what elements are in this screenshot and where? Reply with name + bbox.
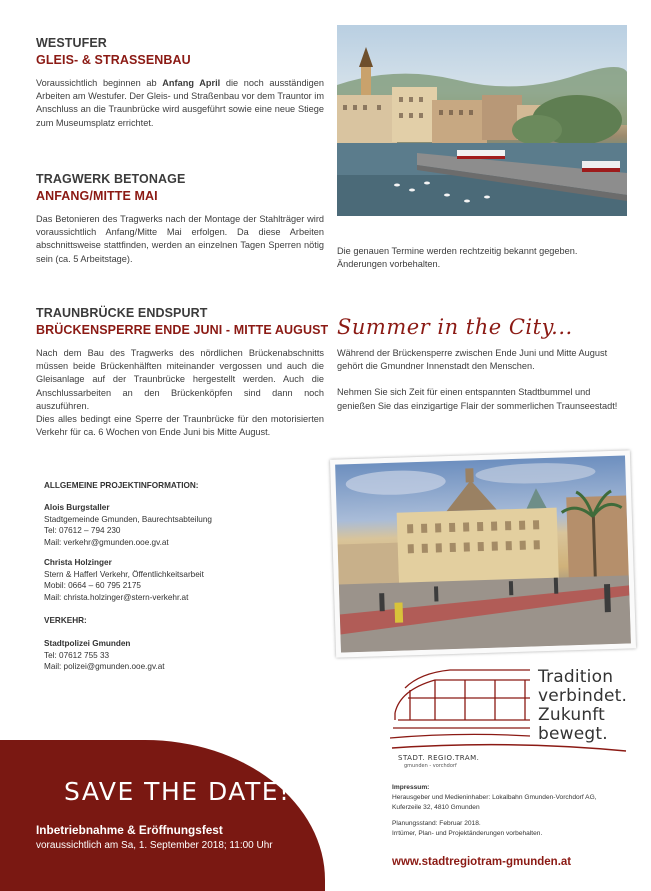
westufer-subheading: GLEIS- & STRASSENBAU	[36, 53, 191, 67]
impressum-line: Planungsstand: Februar 2018.	[392, 820, 481, 827]
police-phone: Tel: 07612 755 33	[44, 650, 110, 660]
traunbruecke-heading: TRAUNBRÜCKE ENDSPURT	[36, 306, 208, 320]
logo-slogan-line: Zukunft	[538, 705, 606, 725]
police-card	[44, 638, 314, 673]
tragwerk-heading: TRAGWERK BETONAGE	[36, 172, 186, 186]
contact-card	[44, 502, 314, 548]
summer-text-1: Während der Brückensperre zwischen Ende Juni und Mitte August gehört die Gmundner Innenstadt den Menschen.	[337, 348, 608, 372]
police-name: Stadtpolizei Gmunden	[44, 639, 131, 648]
tragwerk-text: Das Betonieren des Tragwerks nach der Montage der Stahlträger wird voraussichtlich Anfang/Mitte Mai erfolgen. Da diese Arbeiten abschnittsweise stattfinden, werden an einzelnen Tagen Sperren nötig sein (ca. 5 Arbeitstage).	[36, 214, 324, 264]
traunbruecke-subheading: BRÜCKENSPERRE ENDE JUNI - MITTE AUGUST	[36, 323, 329, 337]
traunbruecke-text	[36, 347, 324, 439]
summer-title: Summer in the City...	[337, 315, 573, 339]
project-info	[44, 480, 314, 673]
logo-slogan-line: bewegt.	[538, 724, 608, 744]
westufer-heading: WESTUFER	[36, 36, 107, 50]
logo-slogan	[538, 668, 627, 744]
stadtregiotram-logo	[390, 668, 630, 768]
impressum-heading: Impressum:	[392, 784, 430, 791]
contact-mail[interactable]: Mail: christa.holzinger@stern-verkehr.at	[44, 592, 189, 602]
traunbruecke-text-2: Dies alles bedingt eine Sperre der Traunbrücke für den motorisierten Verkehr für ca. 6 Wochen von Ende Juni bis Mitte August.	[36, 414, 324, 438]
verkehr-heading: VERKEHR:	[44, 616, 87, 625]
summer-text	[337, 347, 627, 413]
logo-brand-sub: gmunden - vorchdorf	[404, 763, 457, 769]
summer-text-2: Nehmen Sie sich Zeit für einen entspannten Stadtbummel und genießen Sie das einzigartige Flair der sommerlichen Traunseestadt!	[337, 387, 618, 411]
police-mail[interactable]: Mail: polizei@gmunden.ooe.gv.at	[44, 662, 165, 671]
contact-name: Christa Holzinger	[44, 558, 112, 567]
contact-card	[44, 557, 314, 603]
event-date: voraussichtlich am Sa, 1. September 2018; 11:00 Uhr	[36, 840, 273, 851]
tragwerk-subheading: ANFANG/MITTE MAI	[36, 189, 158, 203]
impressum-line: Herausgeber und Medieninhaber: Lokalbahn Gmunden-Vorchdorf AG,	[392, 794, 597, 801]
westufer-text: Voraussichtlich beginnen ab Anfang April die noch ausständigen Arbeiten am Westufer. Der Gleis- und Straßenbau vor dem Trauntor im Anschluss an die Traunbrücke wird ausgeführt sowie eine neue Stiege zum Museumsplatz errichtet.	[36, 78, 325, 128]
save-the-date-banner	[0, 740, 325, 891]
contact-org: Stadtgemeinde Gmunden, Baurechtsabteilung	[44, 514, 212, 524]
impressum	[392, 783, 632, 839]
bridge-photo	[337, 25, 627, 216]
contact-name: Alois Burgstaller	[44, 503, 110, 512]
contact-phone: Tel: 07612 – 794 230	[44, 526, 121, 535]
logo-swoosh	[390, 742, 630, 754]
traunbruecke-text-1: Nach dem Bau des Tragwerks des nördlichen Brückenabschnitts müssen beide Brückenhälften miteinander vergossen und auch die Gleisanlage auf der Traunbrücke hergestellt werden. Auch die Anschlussarbeiten an den Brückenköpfen sind dann noch auszuführen.	[36, 348, 324, 411]
save-the-date-title: SAVE THE DATE!	[64, 777, 291, 806]
town-square-photo	[330, 450, 636, 657]
logo-brand: STADT. REGIO.TRAM.	[398, 754, 480, 762]
project-info-heading: ALLGEMEINE PROJEKTINFORMATION:	[44, 481, 199, 490]
website-link[interactable]: www.stadtregiotram-gmunden.at	[392, 856, 572, 868]
impressum-line: Irrtümer, Plan- und Projektänderungen vorbehalten.	[392, 830, 543, 837]
contact-phone: Mobil: 0664 – 60 795 2175	[44, 581, 141, 590]
contact-mail[interactable]: Mail: verkehr@gmunden.ooe.gv.at	[44, 537, 169, 547]
contact-org: Stern & Hafferl Verkehr, Öffentlichkeitsarbeit	[44, 569, 204, 579]
event-title: Inbetriebnahme & Eröffnungsfest	[36, 823, 223, 837]
impressum-line: Kuferzeile 32, 4810 Gmunden	[392, 804, 480, 811]
termine-note: Die genauen Termine werden rechtzeitig bekannt gegeben. Änderungen vorbehalten.	[337, 246, 578, 270]
logo-slogan-line: verbindet.	[538, 686, 628, 706]
logo-slogan-line: Tradition	[538, 667, 614, 687]
